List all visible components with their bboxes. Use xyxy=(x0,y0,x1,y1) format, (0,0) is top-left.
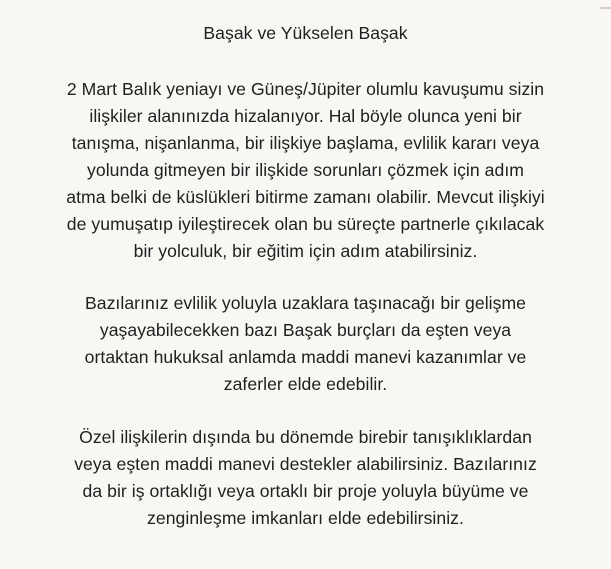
corner-mark xyxy=(600,7,611,9)
paragraph-line: bir yolculuk, bir eğitim için adım atabilirsiniz. xyxy=(133,241,478,261)
paragraph-line: ilişkiler alanınızda hizalanıyor. Hal böyle olunca yeni bir xyxy=(89,106,522,126)
paragraph-line: de yumuşatıp iyileştirecek olan bu süreçte partnerle çıkılacak xyxy=(66,214,545,234)
paragraph-line: 2 Mart Balık yeniayı ve Güneş/Jüpiter olumlu kavuşumu sizin xyxy=(66,79,545,99)
paragraph-line: Özel ilişkilerin dışında bu dönemde birebir tanışıklıklardan xyxy=(79,427,532,447)
paragraph-line: veya eşten maddi manevi destekler alabilirsiniz. Bazılarınız xyxy=(74,454,537,474)
paragraph-line: zaferler elde edebilir. xyxy=(223,374,388,394)
paragraph-line: yaşayabilecekken bazı Başak burçları da eşten veya xyxy=(99,320,512,340)
paragraph-line: yolunda gitmeyen bir ilişkide sorunları çözmek için adım xyxy=(87,160,524,180)
paragraph-line: ortaktan hukuksal anlamda maddi manevi kazanımlar ve xyxy=(84,347,527,367)
paragraph-line: zenginleşme imkanları elde edebilirsiniz. xyxy=(147,508,464,528)
page-title: Başak ve Yükselen Başak xyxy=(203,23,408,43)
paragraph-line: da bir iş ortaklığı veya ortaklı bir proje yoluyla büyüme ve xyxy=(82,481,529,501)
paragraph-line: Bazılarınız evlilik yoluyla uzaklara taşınacağı bir gelişme xyxy=(84,293,527,313)
paragraph-line: atma belki de küslükleri bitirme zamanı olabilir. Mevcut ilişkiyi xyxy=(66,187,545,207)
paragraph-line: tanışma, nişanlanma, bir ilişkiye başlama, evlilik kararı veya xyxy=(71,133,540,153)
